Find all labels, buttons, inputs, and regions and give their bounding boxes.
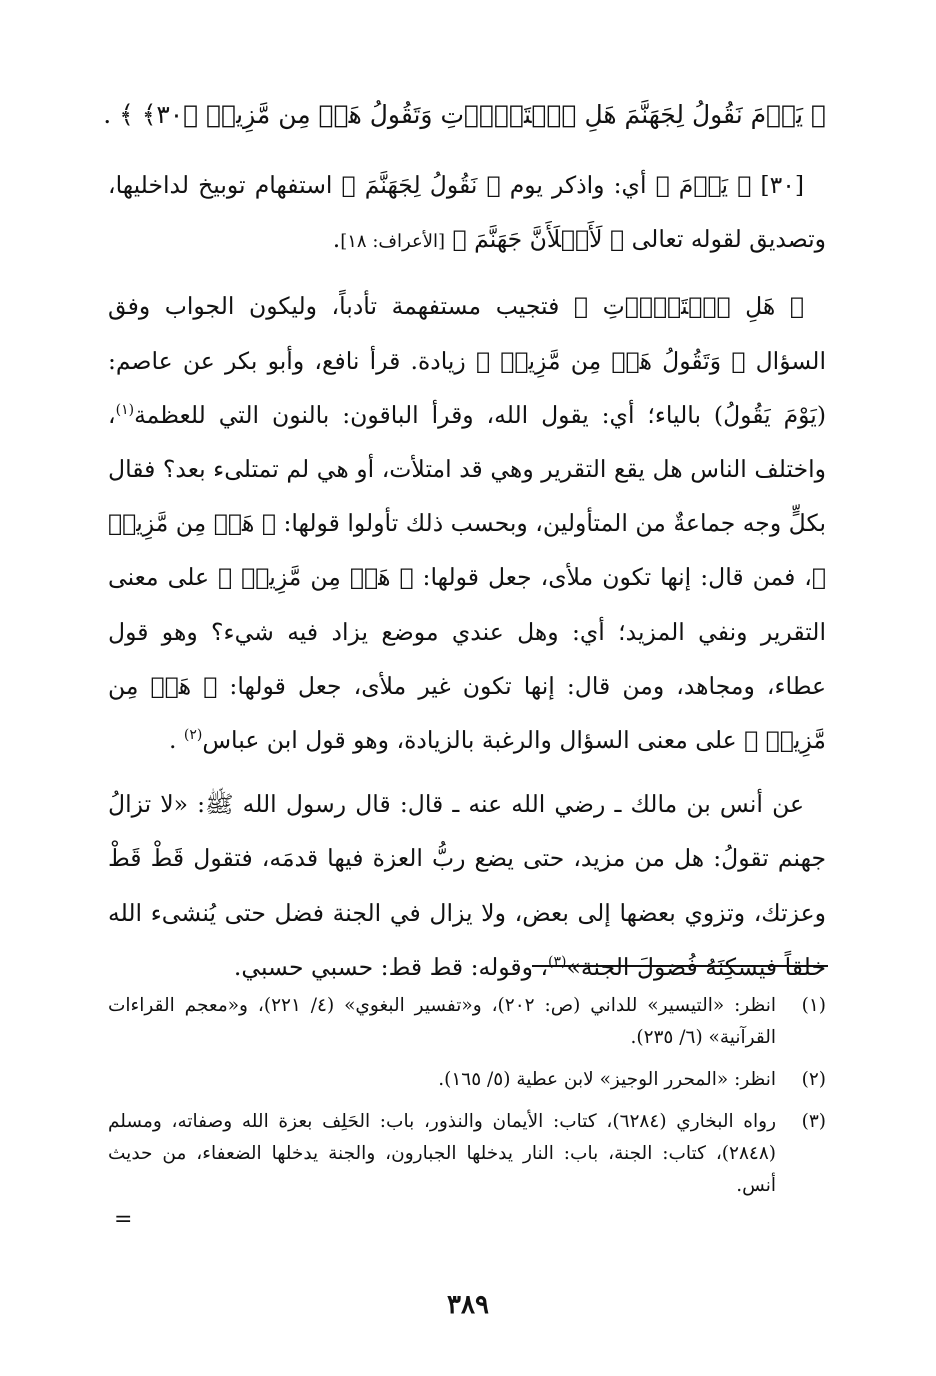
- paragraph-2-end: .: [168, 726, 177, 755]
- footnote-item: [108, 990, 826, 1054]
- paragraph-3-text-b: ، وقوله: قط قط: حسبي حسبي.: [233, 952, 549, 981]
- footnote-item: [108, 1064, 826, 1096]
- footnote-item: [108, 1106, 826, 1202]
- commentary-paragraph-2: [108, 279, 826, 767]
- paragraph-3-text-a: عن أنس بن مالك ـ رضي الله عنه ـ قال: قال رسول الله ﷺ: «لا تزالُ جهنم تقولُ: هل من مزيد، حتى يضع ربُّ العزة فيها قدمَه، فتقول قَطْ قَطْ وعزتك، وتزوي بعضها إلى بعض، ولا يزال في الجنة فضل حتى يُنشىء الله خلقاً فيسكِنَهُ فُضولَ الجنة»: [108, 790, 826, 981]
- paragraph-1-text: [٣٠] ﴿ يَوۡمَ ﴾ أي: واذكر يوم ﴿ نَقُولُ لِجَهَنَّمَ ﴾ استفهام توبيخ لداخليها، وتصديق لقوله تعالى ﴿ لَأَمۡلَأَنَّ جَهَنَّمَ ﴾: [108, 171, 826, 254]
- page-number: ٣٨٩: [447, 1290, 489, 1320]
- footnote-number: (٣): [801, 1111, 826, 1132]
- paragraph-1-end: .: [332, 225, 341, 254]
- quran-verse-heading: [103, 92, 826, 138]
- footnote-continuation-mark: =: [114, 1207, 133, 1232]
- footnote-number: (٢): [801, 1069, 826, 1090]
- footnote-text: انظر: «التيسير» للداني (ص: ٢٠٢)، و«تفسير البغوي» (٤/ ٢٢١)، و«معجم القراءات القرآنية» (٦/ ٢٣٥).: [108, 995, 776, 1048]
- paragraph-2-text-b: ، واختلف الناس هل يقع التقرير وهي قد امتلأت، أو هي لم تمتلىء بعد؟ فقال بكلٍّ وجه جماعةٌ من المتأولين، وبحسب ذلك تأولوا قولها: ﴿ هَلۡ مِن مَّزِيدٖ ﴾، فمن قال: إنها تكون ملأى، جعل قولها: ﴿ هَلۡ مِن مَّزِيدٖ ﴾ على معنى التقرير ونفي المزيد؛ أي: وهل عندي موضع يزاد فيه شيء؟ وهو قول عطاء، ومجاهد، ومن قال: إنها تكون غير ملأى، جعل قولها: ﴿ هَلۡ مِن مَّزِيدٖ ﴾ على معنى السؤال والرغبة بالزيادة، وهو قول ابن عباس: [108, 400, 826, 755]
- commentary-paragraph-3: [108, 777, 826, 994]
- footnote-number: (١): [801, 995, 826, 1016]
- surah-reference: [الأعراف: ١٨]: [340, 231, 446, 253]
- commentary-body: [108, 158, 826, 994]
- footnote-ref-2[interactable]: (٢): [183, 727, 203, 744]
- verse-text: ﴿ يَوۡمَ نَقُولُ لِجَهَنَّمَ هَلِ ٱمۡتَلَأۡتِ وَتَقُولُ هَلۡ مِن مَّزِيدٖ ﴿٣٠﴾ ﴾ .: [103, 100, 826, 129]
- footnote-text: رواه البخاري (٦٢٨٤)، كتاب: الأيمان والنذور، باب: الحَلِف بعزة الله وصفاته، ومسلم (٢٨٤٨)، كتاب: الجنة، باب: النار يدخلها الجبارون، والجنة يدخلها الضعفاء، من حديث أنس.: [108, 1111, 777, 1196]
- footnote-divider: [532, 965, 828, 967]
- footnote-ref-3[interactable]: (٣): [548, 954, 567, 971]
- commentary-paragraph-1: [108, 158, 826, 269]
- footnotes-section: [108, 990, 826, 1212]
- footnote-text: انظر: «المحرر الوجيز» لابن عطية (٥/ ١٦٥).: [438, 1069, 776, 1090]
- footnote-ref-1[interactable]: (١): [115, 401, 135, 418]
- paragraph-2-text-a: ﴿ هَلِ ٱمۡتَلَأۡتِ ﴾ فتجيب مستفهمة تأدباً، وليكون الجواب وفق السؤال ﴿ وَتَقُولُ هَلۡ مِن مَّزِيدٖ ﴾ زيادة. قرأ نافع، وأبو بكر عن عاصم: (يَوْمَ يَقُولُ) بالياء؛ أي: يقول الله، وقرأ الباقون: بالنون التي للعظمة: [108, 292, 826, 429]
